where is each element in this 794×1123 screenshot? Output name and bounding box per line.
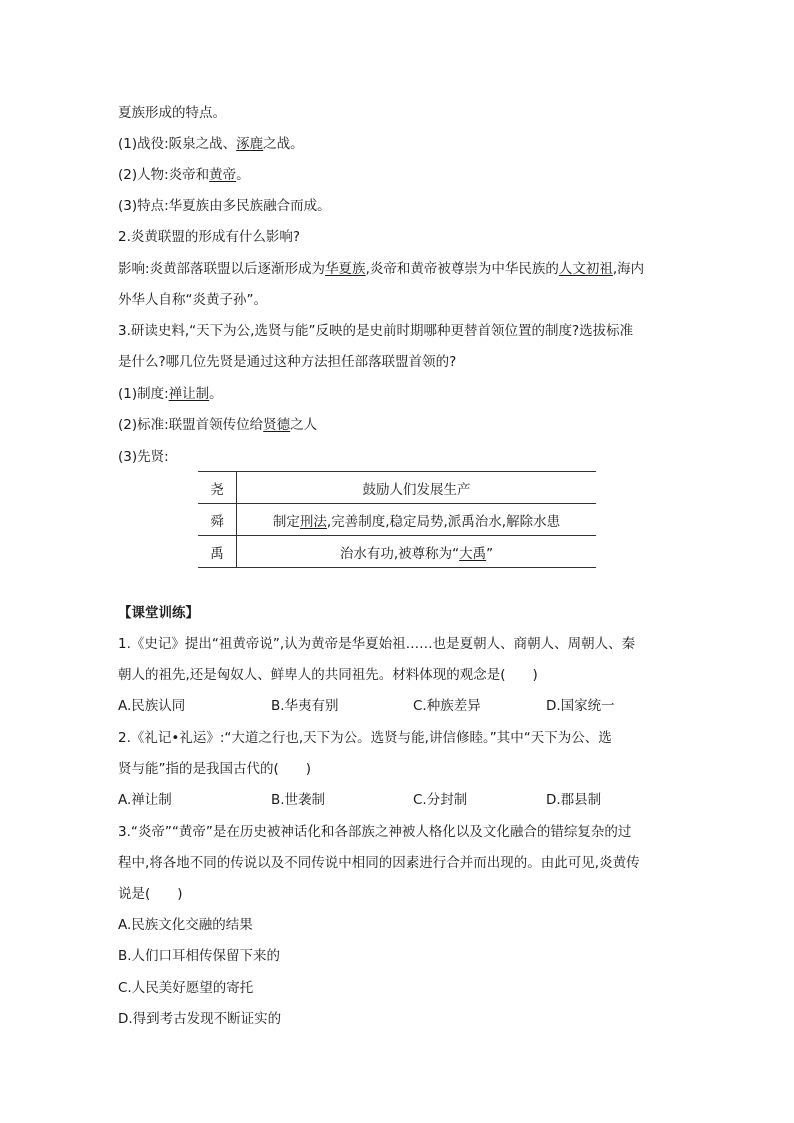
- question-2: 2.炎黄联盟的形成有什么影响?: [118, 229, 301, 245]
- exercise-2-cont: 贤与能”指的是我国古代的( ): [118, 761, 312, 777]
- section-heading: 【课堂训练】: [118, 605, 199, 621]
- option-b: B.世袭制: [271, 792, 326, 808]
- option-d: D.国家统一: [546, 698, 615, 714]
- question-2-answer: 影响:炎黄部落联盟以后逐渐形成为华夏族,炎帝和黄帝被尊崇为中华民族的人文初祖,海内: [118, 261, 645, 277]
- exercise-2: 2.《礼记•礼运》:“大道之行也,天下为公。选贤与能,讲信修睦。”其中“天下为公、选: [118, 730, 612, 746]
- answer-blank: 刑法: [299, 513, 327, 530]
- answer-blank: 人文初祖: [558, 261, 613, 277]
- question-2-answer-cont: 外华人自称“炎黄子孙”。: [118, 292, 267, 308]
- exercise-1: 1.《史记》提出“祖黄帝说”,认为黄帝是华夏始祖……也是夏朝人、商朝人、周朝人、秦: [118, 636, 636, 652]
- option-c: C.分封制: [413, 792, 468, 808]
- option-c: C.种族差异: [413, 698, 481, 714]
- intro-text: 夏族形成的特点。: [118, 105, 226, 121]
- exercise-1-cont: 朝人的祖先,还是匈奴人、鲜卑人的共同祖先。材料体现的观念是( ): [118, 667, 538, 683]
- feature-trait: (3)特点:华夏族由多民族融合而成。: [118, 198, 331, 214]
- question-3: 3.研读史料,“天下为公,选贤与能”反映的是史前时期哪种更替首领位置的制度?选拔标准: [118, 323, 634, 339]
- sage-name: 舜: [198, 504, 237, 536]
- answer-blank: 大禹: [459, 545, 487, 562]
- answer-blank: 黄帝: [209, 167, 237, 183]
- option-c: C.人民美好愿望的寄托: [118, 980, 254, 996]
- sage-deed: 治水有功,被尊称为“大禹”: [237, 536, 597, 568]
- option-d: D.郡县制: [546, 792, 602, 808]
- exercise-3-cont2: 说是( ): [118, 886, 183, 902]
- sages-table: [198, 471, 596, 568]
- sage-deed: 鼓励人们发展生产: [237, 472, 597, 504]
- table-row: [198, 472, 596, 504]
- answer-sages-label: (3)先贤:: [118, 449, 169, 465]
- sage-deed: 制定刑法,完善制度,稳定局势,派禹治水,解除水患: [237, 504, 597, 536]
- feature-battles: (1)战役:阪泉之战、涿鹿之战。: [118, 136, 304, 152]
- option-a: A.禅让制: [118, 792, 172, 808]
- option-d: D.得到考古发现不断证实的: [118, 1011, 282, 1027]
- exercise-3-cont: 程中,将各地不同的传说以及不同传说中相同的因素进行合并而出现的。由此可见,炎黄传: [118, 855, 640, 871]
- feature-figures: (2)人物:炎帝和黄帝。: [118, 167, 250, 183]
- question-3-cont: 是什么?哪几位先贤是通过这种方法担任部落联盟首领的?: [118, 354, 457, 370]
- option-a: A.民族文化交融的结果: [118, 917, 253, 933]
- option-b: B.人们口耳相传保留下来的: [118, 948, 281, 964]
- sage-name: 尧: [198, 472, 237, 504]
- answer-system: (1)制度:禅让制。: [118, 386, 223, 402]
- table-row: [198, 504, 596, 536]
- answer-blank: 贤德: [263, 417, 291, 433]
- option-b: B.华夷有别: [271, 698, 339, 714]
- exercise-3: 3.“炎帝”“黄帝”是在历史被神话化和各部族之神被人格化以及文化融合的错综复杂的过: [118, 824, 632, 840]
- answer-blank: 华夏族: [325, 261, 366, 277]
- answer-standard: (2)标准:联盟首领传位给贤德之人: [118, 417, 318, 433]
- table-row: [198, 536, 596, 568]
- answer-blank: 涿鹿: [236, 136, 264, 152]
- option-a: A.民族认同: [118, 698, 186, 714]
- answer-blank: 禅让制: [168, 386, 210, 402]
- sage-name: 禹: [198, 536, 237, 568]
